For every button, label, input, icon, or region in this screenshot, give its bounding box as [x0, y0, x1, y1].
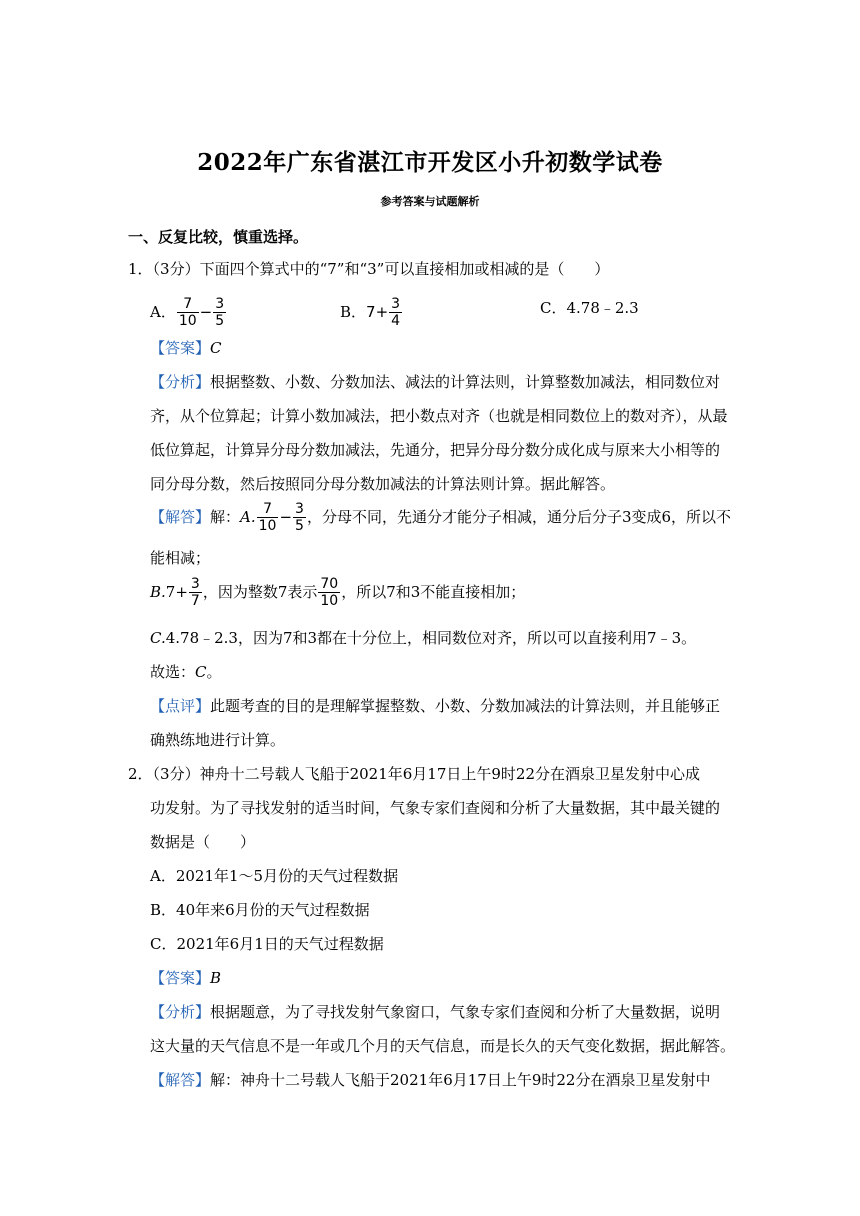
q2-option-b: B．40年来6月份的天气过程数据 [150, 901, 370, 919]
solution-text: ，所以7和3不能直接相加； [341, 583, 526, 601]
q1-option-a-prefix: A． [150, 303, 176, 321]
analysis-text: 根据题意，为了寻找发射气象窗口，气象专家们查阅和分析了大量数据，说明 [210, 1003, 721, 1021]
choose-label: 故选： [150, 663, 196, 681]
comment-text: 此题考查的目的是理解掌握整数、小数、分数加减法的计算法则，并且能够正 [210, 697, 721, 715]
q1-solution-line-1 [150, 497, 731, 537]
q2-stem-line-2: 功发射。为了寻找发射的适当时间，气象专家们查阅和分析了大量数据，其中最关键的 [150, 799, 721, 817]
q1-option-b [340, 292, 403, 332]
q1-option-a-fraction-2 [213, 296, 226, 329]
answer-tag: 【答案】 [150, 969, 211, 987]
solution-fraction [293, 501, 306, 534]
answer-tag: 【答案】 [150, 339, 211, 357]
q2-stem-line-1: 2．（3分）神舟十二号载人飞船于2021年6月17日上午9时22分在酒泉卫星发射中心成 [128, 765, 701, 783]
q2-option-a: A．2021年1～5月份的天气过程数据 [150, 867, 399, 885]
fraction-denominator: 5 [215, 312, 225, 329]
fraction-numerator: 3 [215, 295, 225, 312]
solution-text: 解：神舟十二号载人飞船于2021年6月17日上午9时22分在酒泉卫星发射中 [210, 1071, 711, 1089]
solution-integer: 7+ [165, 583, 188, 601]
q1-comment-line-2: 确熟练地进行计算。 [150, 731, 286, 749]
answer-value: C [210, 339, 222, 357]
solution-tag: 【解答】 [150, 508, 211, 526]
q1-option-a-fraction-1 [177, 296, 199, 329]
choose-end: 。 [206, 663, 222, 681]
q1-solution-line-2: 能相减； [150, 549, 211, 567]
fraction-denominator: 4 [391, 312, 401, 329]
q1-comment-line-1 [150, 696, 720, 716]
q1-analysis-line-1 [150, 372, 720, 392]
fraction-denominator: 10 [320, 592, 339, 609]
q1-analysis-line-2: 齐，从个位算起；计算小数加减法，把小数点对齐（也就是相同数位上的数对齐），从最 [150, 407, 728, 425]
fraction-denominator: 7 [190, 592, 200, 609]
q1-analysis-line-4: 同分母分数，然后按照同分母分数加减法的计算法则计算。据此解答。 [150, 475, 616, 493]
fraction-numerator: 3 [190, 575, 200, 592]
q2-analysis-line-2: 这大量的天气信息不是一年或几个月的天气信息，而是长久的天气变化数据，据此解答。 [150, 1037, 736, 1055]
analysis-tag: 【分析】 [150, 373, 211, 391]
fraction-denominator: 5 [295, 517, 304, 534]
q1-option-b-prefix: B． [340, 303, 367, 321]
fraction-numerator: 70 [320, 575, 339, 592]
q1-option-b-fraction [389, 296, 402, 329]
q1-answer [150, 338, 222, 358]
q1-solution-c [150, 628, 696, 648]
q2-option-c: C．2021年6月1日的天气过程数据 [150, 935, 384, 953]
solution-text: 4.78﹣2.3，因为7和3都在十分位上，相同数位对齐，所以可以直接利用7﹣3。 [165, 629, 697, 647]
fraction-numerator: 3 [295, 500, 304, 517]
analysis-text: 根据整数、小数、分数加法、减法的计算法则，计算整数加减法，相同数位对 [210, 373, 721, 391]
solution-text: ，分母不同，先通分才能分子相减，通分后分子3变成6，所以不 [306, 508, 732, 526]
solution-fraction [189, 576, 202, 609]
q2-answer [150, 968, 221, 988]
fraction-numerator: 7 [183, 295, 193, 312]
page-title: 2022年广东省湛江市开发区小升初数学试卷 [197, 149, 663, 176]
fraction-denominator: 10 [178, 312, 197, 329]
solution-text: ，因为整数7表示 [202, 583, 318, 601]
q1-option-b-integer: 7+ [366, 303, 389, 321]
solution-letter-a: A. [240, 508, 256, 526]
q1-option-a [150, 292, 227, 332]
choose-answer: C [195, 663, 207, 681]
solution-prefix: 解： [210, 508, 241, 526]
analysis-tag: 【分析】 [150, 1003, 211, 1021]
q2-stem-line-3: 数据是（ ） [150, 833, 256, 851]
fraction-denominator: 10 [258, 517, 277, 534]
fraction-numerator: 3 [391, 295, 401, 312]
solution-letter-c: C. [150, 629, 166, 647]
comment-tag: 【点评】 [150, 697, 211, 715]
page-subtitle: 参考答案与试题解析 [380, 195, 480, 208]
q1-option-c: C．4.78﹣2.3 [540, 299, 639, 317]
q2-analysis-line-1 [150, 1002, 720, 1022]
q1-option-a-operator: − [199, 303, 213, 321]
answer-value: B [210, 969, 222, 987]
solution-operator: − [279, 508, 293, 526]
solution-fraction [257, 501, 279, 534]
q1-analysis-line-3: 低位算起，计算异分母分数加减法，先通分，把异分母分数分成化成与原来大小相等的 [150, 441, 721, 459]
fraction-numerator: 7 [263, 500, 273, 517]
solution-letter-b: B. [150, 583, 166, 601]
solution-tag: 【解答】 [150, 1071, 211, 1089]
q1-stem: 1．（3分）下面四个算式中的“7”和“3”可以直接相加或相减的是（ ） [128, 260, 610, 278]
solution-fraction [318, 576, 340, 609]
q1-choose [150, 662, 222, 682]
section-heading: 一、反复比较，慎重选择。 [128, 228, 309, 246]
q2-solution-line-1 [150, 1070, 710, 1090]
q1-solution-b [150, 572, 525, 612]
